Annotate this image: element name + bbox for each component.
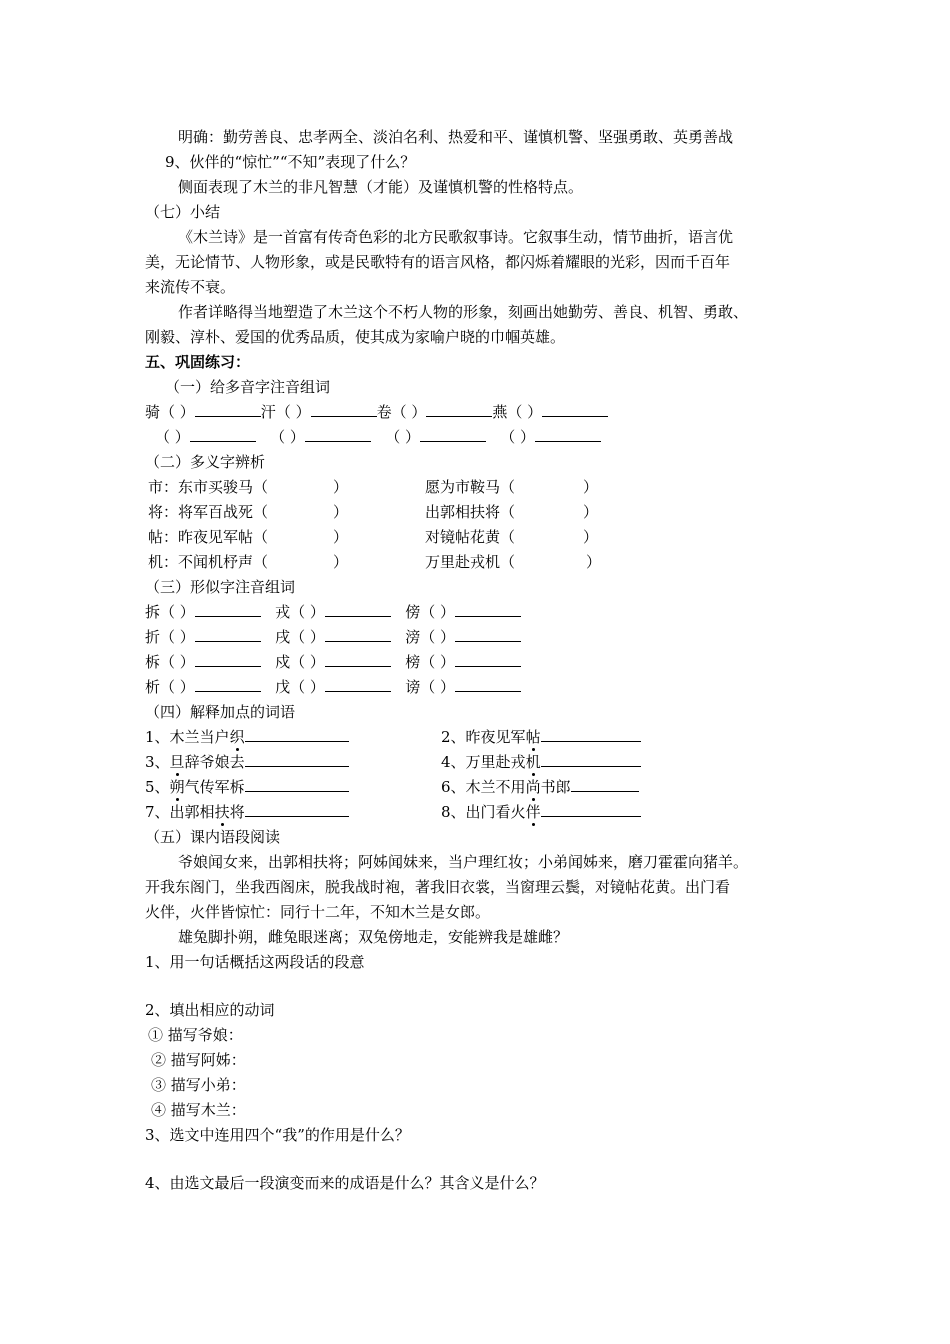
reading-question-4: 4、由选文最后一段演变而来的成语是什么？其含义是什么？ — [145, 1174, 545, 1192]
answer-blank[interactable] — [455, 627, 521, 642]
reading-question-1: 1、用一句话概括这两段话的段意 — [145, 953, 365, 971]
item-number: 8、 — [441, 803, 466, 821]
pinyin-paren: （ ） — [290, 653, 325, 671]
pinyin-paren: （ ） — [160, 678, 195, 696]
answer-blank[interactable] — [541, 727, 641, 742]
dotted-char: 织 — [229, 728, 245, 746]
answer-blank[interactable] — [325, 652, 391, 667]
item-number: 7、 — [145, 803, 170, 821]
part1-heading: （一）给多音字注音组词 — [165, 378, 331, 396]
polysemy-right-3: 对镜帖花黄（ — [425, 528, 516, 546]
similar-char: 傍 — [405, 603, 421, 621]
similar-char-row-1 — [145, 602, 521, 622]
answer-blank[interactable] — [245, 752, 349, 767]
question-9-answer: 侧面表现了木兰的非凡智慧（才能）及谨慎机警的性格特点。 — [178, 178, 584, 196]
explain-item-4 — [441, 752, 641, 772]
item-number: 2、 — [441, 728, 466, 746]
summary-p2-line2: 刚毅、淳朴、爱国的优秀品质，使其成为家喻户晓的巾帼英雄。 — [145, 328, 566, 346]
dotted-char: 扶 — [214, 803, 230, 821]
similar-char: 戊 — [275, 678, 291, 696]
exercise-title: 五、巩固练习： — [145, 353, 251, 371]
answer-blank[interactable] — [542, 402, 608, 417]
item-text: 出门看火 — [465, 803, 526, 821]
part2-heading: （二）多义字辨析 — [145, 453, 266, 471]
answer-blank[interactable] — [195, 627, 261, 642]
item-text: 气传军柝 — [184, 778, 245, 796]
answer-blank[interactable] — [311, 402, 377, 417]
pinyin-paren: （ ） — [275, 403, 311, 421]
answer-blank[interactable] — [190, 427, 256, 442]
item-text: 书郎 — [540, 778, 571, 796]
dotted-char: 伴 — [525, 803, 541, 821]
pinyin-paren: （ ） — [391, 403, 427, 421]
answer-blank[interactable] — [325, 627, 391, 642]
answer-blank[interactable] — [195, 402, 261, 417]
reading-question-3: 3、选文中连用四个“我”的作用是什么？ — [145, 1126, 410, 1144]
answer-blank[interactable] — [325, 602, 391, 617]
passage-p2: 雄兔脚扑朔，雌兔眼迷离；双兔傍地走，安能辨我是雄雌？ — [178, 928, 569, 946]
answer-blank[interactable] — [455, 652, 521, 667]
similar-char: 榜 — [405, 653, 421, 671]
answer-blank[interactable] — [245, 802, 349, 817]
pinyin-paren: （ ） — [155, 428, 190, 446]
answer-blank[interactable] — [420, 427, 486, 442]
dotted-char: 机 — [525, 753, 541, 771]
polysemy-right-1: 愿为市鞍马（ — [425, 478, 516, 496]
question-9: 9、伙伴的“惊忙”“不知”表现了什么？ — [165, 153, 416, 171]
polysemy-right-4: 万里赴戎机（ — [425, 553, 516, 571]
pinyin-paren: （ ） — [290, 678, 325, 696]
answer-blank[interactable] — [245, 727, 349, 742]
polysemy-close: ） — [333, 503, 349, 521]
polysemy-close: ） — [586, 553, 602, 571]
polysemy-left-1: 市：东市买骏马（ — [148, 478, 269, 496]
mingque-line: 明确：勤劳善良、忠孝两全、淡泊名利、热爱和平、谨慎机警、坚强勇敢、英勇善战 — [178, 128, 734, 146]
polysemy-close: ） — [333, 528, 349, 546]
answer-blank[interactable] — [426, 402, 492, 417]
summary-p1-line2: 美，无论情节、人物形象，或是民歌特有的语言风格，都闪烁着耀眼的光彩，因而千百年 — [145, 253, 731, 271]
item-number: 4、 — [441, 753, 466, 771]
passage-p1-line3: 火伴，火伴皆惊忙：同行十二年，不知木兰是女郎。 — [145, 903, 491, 921]
item-text: 昨夜见军 — [465, 728, 526, 746]
polysemy-close: ） — [583, 478, 599, 496]
item-text: 木兰当户 — [169, 728, 230, 746]
part4-heading: （四）解释加点的词语 — [145, 703, 296, 721]
answer-blank[interactable] — [195, 602, 261, 617]
explain-item-8 — [441, 802, 641, 822]
pinyin-paren: （ ） — [160, 653, 195, 671]
explain-item-3 — [145, 752, 349, 772]
verb-item-4: ④ 描写木兰： — [151, 1101, 246, 1119]
polysemy-close: ） — [583, 528, 599, 546]
pinyin-paren: （ ） — [420, 628, 456, 646]
similar-char: 戎 — [275, 603, 291, 621]
dotted-char: 尚 — [525, 778, 541, 796]
answer-blank[interactable] — [195, 652, 261, 667]
answer-blank[interactable] — [305, 427, 371, 442]
item-text: 木兰不用 — [465, 778, 526, 796]
polysemy-close: ） — [333, 478, 349, 496]
explain-item-1 — [145, 727, 349, 747]
part3-heading: （三）形似字注音组词 — [145, 578, 296, 596]
verb-item-1: ① 描写爷娘： — [148, 1026, 243, 1044]
summary-p2-line1: 作者详略得当地塑造了木兰这个不朽人物的形象，刻画出她勤劳、善良、机智、勇敢、 — [178, 303, 749, 321]
item-text: 万里赴戎 — [465, 753, 526, 771]
similar-char: 滂 — [405, 628, 421, 646]
pinyin-paren: （ ） — [420, 603, 456, 621]
pinyin-paren: （ ） — [290, 603, 325, 621]
similar-char-row-4 — [145, 677, 521, 697]
summary-heading: （七）小结 — [145, 203, 221, 221]
pinyin-paren: （ ） — [290, 628, 325, 646]
item-number: 3、 — [145, 753, 170, 771]
pinyin-paren: （ ） — [420, 653, 456, 671]
passage-p1-line2: 开我东阁门，坐我西阁床，脱我战时袍，著我旧衣裳，当窗理云鬓，对镜帖花黄。出门看 — [145, 878, 731, 896]
similar-char: 折 — [145, 628, 161, 646]
similar-char: 析 — [145, 678, 161, 696]
pinyin-paren: （ ） — [270, 428, 305, 446]
answer-blank[interactable] — [325, 677, 391, 692]
similar-char: 戍 — [275, 653, 291, 671]
similar-char: 戌 — [275, 628, 291, 646]
summary-p1-line3: 来流传不衰。 — [145, 278, 236, 296]
item-text: 将 — [229, 803, 245, 821]
pinyin-paren: （ ） — [160, 603, 195, 621]
polyphone-row-2 — [155, 427, 601, 447]
polysemy-close: ） — [583, 503, 599, 521]
answer-blank[interactable] — [455, 677, 521, 692]
similar-char: 柝 — [145, 653, 161, 671]
dotted-char: 朔 — [169, 778, 185, 796]
polyphone-char: 卷 — [376, 403, 392, 421]
part5-heading: （五）课内语段阅读 — [145, 828, 281, 846]
polyphone-char: 燕 — [492, 403, 508, 421]
polysemy-left-3: 帖：昨夜见军帖（ — [148, 528, 269, 546]
pinyin-paren: （ ） — [385, 428, 420, 446]
answer-blank[interactable] — [195, 677, 261, 692]
polysemy-left-2: 将：将军百战死（ — [148, 503, 269, 521]
answer-blank[interactable] — [455, 602, 521, 617]
explain-item-5 — [145, 777, 349, 797]
pinyin-paren: （ ） — [160, 628, 195, 646]
pinyin-paren: （ ） — [160, 403, 195, 421]
item-text: 出郭相 — [169, 803, 215, 821]
dotted-char: 帖 — [525, 728, 541, 746]
similar-char: 拆 — [145, 603, 161, 621]
item-number: 6、 — [441, 778, 466, 796]
similar-char-row-3 — [145, 652, 521, 672]
item-number: 5、 — [145, 778, 170, 796]
answer-blank[interactable] — [245, 777, 349, 792]
verb-item-3: ③ 描写小弟： — [151, 1076, 246, 1094]
explain-item-6 — [441, 777, 639, 797]
answer-blank[interactable] — [571, 777, 639, 792]
item-number: 1、 — [145, 728, 170, 746]
polysemy-right-2: 出郭相扶将（ — [425, 503, 516, 521]
polysemy-close: ） — [333, 553, 349, 571]
pinyin-paren: （ ） — [420, 678, 456, 696]
verb-item-2: ② 描写阿姊： — [151, 1051, 246, 1069]
answer-blank[interactable] — [541, 802, 641, 817]
pinyin-paren: （ ） — [500, 428, 536, 446]
similar-char-row-2 — [145, 627, 521, 647]
dotted-char: 旦 — [169, 753, 185, 771]
polyphone-row-1 — [145, 402, 608, 422]
answer-blank[interactable] — [541, 752, 641, 767]
explain-item-7 — [145, 802, 349, 822]
polysemy-left-4: 机：不闻机杼声（ — [148, 553, 269, 571]
polyphone-char: 骑 — [145, 403, 161, 421]
answer-blank[interactable] — [535, 427, 601, 442]
summary-p1-line1: 《木兰诗》是一首富有传奇色彩的北方民歌叙事诗。它叙事生动，情节曲折，语言优 — [178, 228, 734, 246]
pinyin-paren: （ ） — [507, 403, 543, 421]
passage-p1-line1: 爷娘闻女来，出郭相扶将；阿姊闻妹来，当户理红妆；小弟闻姊来，磨刀霍霍向猪羊。 — [178, 853, 749, 871]
item-text: 辞爷娘去 — [184, 753, 245, 771]
reading-question-2: 2、填出相应的动词 — [145, 1001, 275, 1019]
similar-char: 谤 — [405, 678, 421, 696]
polyphone-char: 汗 — [260, 403, 276, 421]
explain-item-2 — [441, 727, 641, 747]
